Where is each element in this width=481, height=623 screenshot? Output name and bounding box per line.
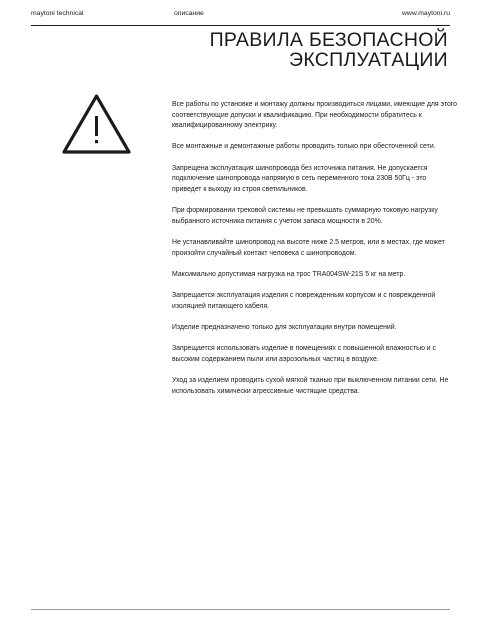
rule-item: Максимально допустимая нагрузка на трос TRA004SW-21S 5 кг на метр. (172, 270, 406, 278)
rule-item: Не устанавливайте шинопровод на высоте ниже 2.5 метров, или в местах, где может произойти случайный контакт человека с шинопроводом. (172, 239, 445, 257)
rule-item: Уход за изделием проводить сухой мягкой тканью при выключенном питании сети. Не использовать химически агрессивные чистящие средства. (172, 377, 449, 395)
website-link[interactable]: www.maytoni.ru (402, 10, 450, 17)
page-title (210, 30, 448, 70)
rule-item: Запрещена эксплуатация шинопровода без источника питания. Не допускается подключение шинопровода напрямую в сеть переменного тока 230В 50Гц - это приведет к выходу из строя светильников. (172, 164, 428, 193)
section-name: описание (174, 10, 204, 17)
rule-item: Запрещается эксплуатация изделия с поврежденным корпусом и с поврежденной изоляцией питающего кабеля. (172, 292, 436, 310)
rule-item: Все монтажные и демонтажные работы проводить только при обесточенной сети. (172, 143, 436, 151)
rule-item: Все работы по установке и монтажу должны производиться лицами, имеющие для этого соответствующие допуски и квалификацию. При необходимости обратитесь к квалифицированному электрику. (172, 101, 457, 130)
brand-name: maytoni technical (31, 10, 84, 17)
warning-triangle-icon (61, 93, 132, 155)
footer-divider (31, 609, 450, 610)
rule-item: Запрещается использовать изделие в помещениях с повышенной влажностью и с высоким содержанием пыли или аэрозольных частиц в воздухе. (172, 345, 436, 363)
safety-rules-list (172, 100, 457, 408)
rule-item: При формировании трековой системы не превышать суммарную токовую нагрузку выбранного источника питания с учетом запаса мощности в 20%. (172, 207, 438, 225)
page-title-line1: ПРАВИЛА БЕЗОПАСНОЙ (209, 29, 448, 51)
page-title-line2: ЭКСПЛУАТАЦИИ (289, 49, 448, 71)
page-header (31, 0, 450, 26)
rule-item: Изделие предназначено только для эксплуатации внутри помещений. (172, 324, 397, 332)
